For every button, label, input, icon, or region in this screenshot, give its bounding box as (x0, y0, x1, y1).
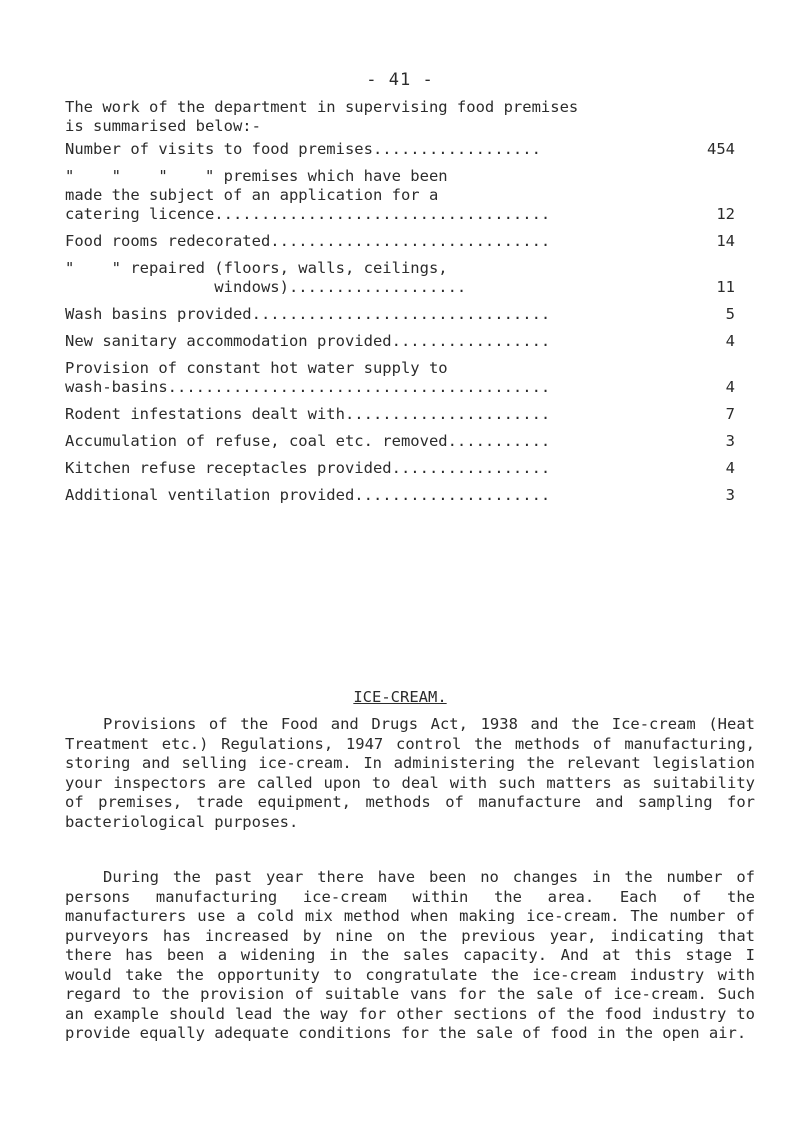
paragraph: During the past year there have been no changes in the number of persons manufacturing ice-cream within the area. Each of the manufacturers use a cold mix method when making ice-cream. The number of purveyors has increased by nine on the previous year, indicating that there has been a widening in the sales capacity. And at this stage I would take the opportunity to congratulate the ice-cream industry with regard to the provision of suitable vans for the sale of ice-cream. Such an example should lead the way for other sections of the food industry to provide equally adequate conditions for the sale of food in the open air. (65, 868, 755, 1042)
intro-text: The work of the department in supervising food premises is summarised below:- (65, 98, 579, 135)
stat-row (65, 305, 735, 324)
stat-row (65, 459, 735, 478)
stat-value: 4 (725, 459, 735, 477)
stat-label: Wash basins provided................................ (65, 305, 551, 323)
stat-value: 5 (725, 305, 735, 323)
stat-label: " " " " premises which have been made the subject of an application for a catering licence.................................... (65, 167, 551, 223)
stat-row (65, 167, 735, 224)
paragraph: Provisions of the Food and Drugs Act, 1938 and the Ice-cream (Heat Treatment etc.) Regulations, 1947 control the methods of manufacturing, storing and selling ice-cream. In administering the relevant legislation your inspectors are called upon to deal with such matters as suitability of premises, trade equipment, methods of manufacture and sampling for bacteriological purposes. (65, 715, 755, 831)
stat-row (65, 232, 735, 251)
stat-value: 3 (725, 432, 735, 450)
section-heading (0, 688, 800, 706)
stat-label: New sanitary accommodation provided................. (65, 332, 551, 350)
stat-value: 11 (716, 278, 735, 296)
stat-row (65, 140, 735, 159)
stat-value: 14 (716, 232, 735, 250)
stat-value: 7 (725, 405, 735, 423)
stat-row (65, 432, 735, 451)
stat-value: 4 (725, 378, 735, 396)
stat-label: Additional ventilation provided..................... (65, 486, 551, 504)
stat-value: 12 (716, 205, 735, 223)
stat-label: Rodent infestations dealt with...................... (65, 405, 551, 423)
statistics-list (65, 140, 735, 513)
stat-value: 3 (725, 486, 735, 504)
stat-label: Provision of constant hot water supply to wash-basins......................................... (65, 359, 551, 396)
stat-label: Accumulation of refuse, coal etc. removed........... (65, 432, 551, 450)
stat-label: Kitchen refuse receptacles provided................. (65, 459, 551, 477)
stat-row (65, 486, 735, 505)
stat-label: Food rooms redecorated.............................. (65, 232, 551, 250)
page-number: - 41 - (366, 70, 434, 90)
stat-value: 4 (725, 332, 735, 350)
stat-label: " " repaired (floors, walls, ceilings, windows)................... (65, 259, 467, 296)
section-heading-text: ICE-CREAM. (353, 688, 447, 706)
stat-row (65, 332, 735, 351)
stat-row (65, 259, 735, 297)
stat-label: Number of visits to food premises.................. (65, 140, 541, 158)
stat-value: 454 (707, 140, 735, 158)
stat-row (65, 405, 735, 424)
stat-row (65, 359, 735, 397)
